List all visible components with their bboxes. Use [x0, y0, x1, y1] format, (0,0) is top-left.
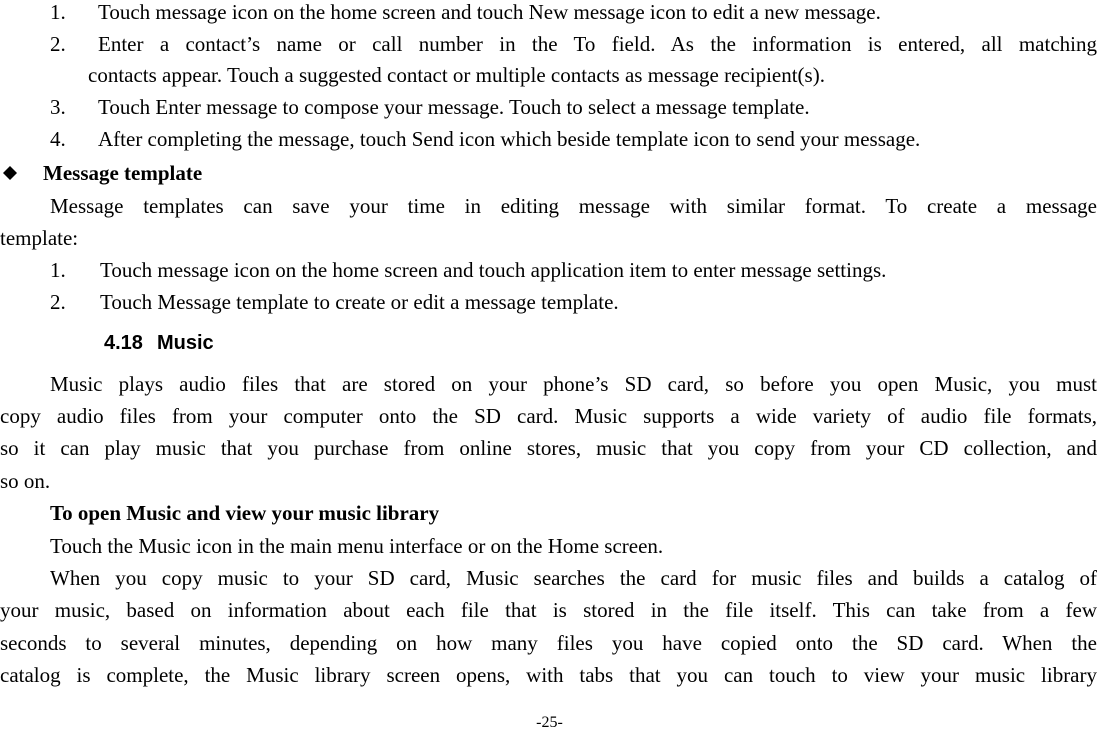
list-text: After completing the message, touch Send icon which beside template icon to send your message. [98, 127, 921, 151]
subheading-open-music: To open Music and view your music library [50, 501, 440, 525]
paragraph-line: template: [0, 226, 79, 250]
list-text: Touch Enter message to compose your message. Touch to select a message template. [98, 95, 810, 119]
list-text: Touch message icon on the home screen and touch application item to enter message settings. [100, 258, 887, 282]
list-text: Touch message icon on the home screen and touch New message icon to edit a new message. [98, 0, 881, 24]
paragraph-line: Touch the Music icon in the main menu interface or on the Home screen. [50, 534, 664, 558]
list-number: 2. [50, 32, 66, 56]
list-text: Touch Message template to create or edit a message template. [100, 290, 619, 314]
page-number: -25- [536, 714, 563, 731]
list-item-continuation: contacts appear. Touch a suggested contact or multiple contacts as message recipient(s). [88, 63, 825, 87]
section-heading-music [104, 333, 214, 353]
list-item [50, 97, 810, 118]
list-item [50, 2, 881, 23]
paragraph-line: Message templates can save your time in editing message with similar format. To create a message [50, 194, 1097, 218]
diamond-bullet-icon [3, 166, 17, 180]
section-title: Music [156, 332, 214, 354]
paragraph-line: so it can play music that you purchase from online stores, music that you copy from your CD collection, and [0, 436, 1097, 460]
list-number: 1. [50, 0, 66, 24]
list-text: Enter a contact’s name or call number in the To field. As the information is entered, all matching [98, 32, 1097, 56]
paragraph-line: catalog is complete, the Music library screen opens, with tabs that you can touch to view your music library [0, 663, 1097, 687]
paragraph-line: seconds to several minutes, depending on how many files you have copied onto the SD card. When the [0, 631, 1097, 655]
list-item [50, 260, 886, 281]
paragraph-line: your music, based on information about each file that is stored in the file itself. This can take from a few [0, 598, 1097, 622]
list-item [50, 129, 920, 150]
paragraph-line: so on. [0, 469, 51, 493]
list-number: 2. [50, 290, 66, 314]
list-number: 1. [50, 258, 66, 282]
paragraph-line: When you copy music to your SD card, Music searches the card for music files and builds a catalog of [50, 566, 1097, 590]
paragraph-line: copy audio files from your computer onto the SD card. Music supports a wide variety of audio file formats, [0, 404, 1097, 428]
list-number: 4. [50, 127, 66, 151]
list-item [50, 292, 619, 313]
list-item [50, 34, 1097, 55]
paragraph-line: Music plays audio files that are stored on your phone’s SD card, so before you open Music, you must [50, 372, 1097, 396]
section-heading-message-template: Message template [43, 161, 203, 185]
list-number: 3. [50, 95, 66, 119]
section-number: 4.18 [104, 332, 143, 354]
